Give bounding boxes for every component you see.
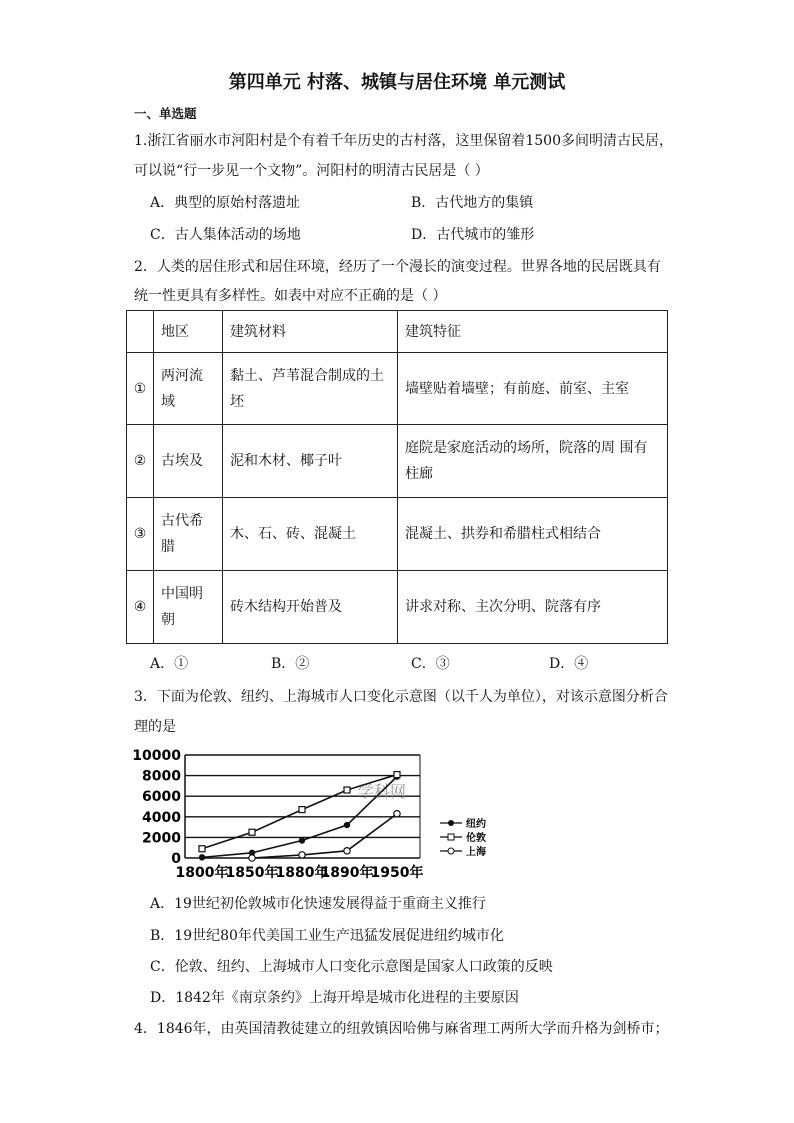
data-point bbox=[394, 772, 400, 778]
series-line-2 bbox=[252, 814, 397, 858]
q2-option-d: D．④ bbox=[549, 656, 589, 672]
data-point bbox=[299, 852, 305, 858]
table-cell: 讲求对称、主次分明、院落有序 bbox=[398, 571, 668, 644]
table-cell: 中国明朝 bbox=[154, 571, 223, 644]
table-cell: 两河流域 bbox=[154, 353, 223, 425]
q2-option-b: B．② bbox=[271, 656, 310, 672]
legend-marker bbox=[448, 834, 454, 840]
q2-stem-line1: 2．人类的居住形式和居住环境，经历了一个漫长的演变过程。世界各地的民居既具有 bbox=[134, 259, 661, 275]
legend-marker bbox=[448, 848, 454, 854]
table-cell: ④ bbox=[127, 571, 154, 644]
page-title: 第四单元 村落、城镇与居住环境 单元测试 bbox=[228, 72, 566, 93]
table-header-cell: 地区 bbox=[154, 311, 223, 353]
x-tick-label: 1800年 bbox=[175, 865, 229, 881]
table-cell: 混凝土、拱券和希腊柱式相结合 bbox=[398, 498, 668, 571]
table-header-row bbox=[127, 311, 668, 353]
legend-label: 上海 bbox=[466, 847, 486, 858]
q2-option-c: C．③ bbox=[411, 656, 450, 672]
q3-option-b: B．19世纪80年代美国工业生产迅猛发展促进纽约城市化 bbox=[150, 928, 504, 944]
table-cell: 古代希腊 bbox=[154, 498, 223, 571]
table-cell: 砖木结构开始普及 bbox=[223, 571, 398, 644]
legend-label: 纽约 bbox=[466, 819, 486, 830]
q1-option-b: B．古代地方的集镇 bbox=[411, 195, 534, 211]
table-cell: 古埃及 bbox=[154, 425, 223, 498]
data-point bbox=[199, 854, 205, 860]
table-header-cell: 建筑特征 bbox=[398, 311, 668, 353]
q2-table bbox=[126, 310, 668, 644]
q2-stem-line2: 统一性更具有多样性。如表中对应不正确的是（ ） bbox=[134, 288, 447, 304]
q2-option-a: A．① bbox=[150, 656, 189, 672]
y-tick-label: 8000 bbox=[142, 768, 181, 785]
data-point bbox=[299, 837, 305, 843]
q4-stem-line1: 4．1846年，由英国清教徒建立的纽敦镇因哈佛与麻省理工两所大学而升格为剑桥市； bbox=[134, 1021, 669, 1037]
q1-stem-line2: 可以说“行一步见一个文物”。河阳村的明清古民居是（ ） bbox=[134, 163, 489, 179]
q1-stem-line1: 1.浙江省丽水市河阳村是个有着千年历史的古村落，这里保留着1500多间明清古民居， bbox=[134, 133, 673, 149]
x-tick-label: 1890年 bbox=[320, 865, 374, 881]
population-line-chart bbox=[132, 745, 520, 885]
data-point bbox=[199, 846, 205, 852]
q1-option-d: D．古代城市的雏形 bbox=[411, 227, 535, 243]
table-header-cell: 建筑材料 bbox=[223, 311, 398, 353]
table-row bbox=[127, 571, 668, 644]
x-tick-label: 1850年 bbox=[225, 865, 279, 881]
table-row bbox=[127, 353, 668, 425]
x-tick-label: 1950年 bbox=[370, 865, 424, 881]
data-point bbox=[299, 807, 305, 813]
watermark: 学科网 bbox=[358, 782, 407, 801]
table-cell: ① bbox=[127, 353, 154, 425]
table-cell: ② bbox=[127, 425, 154, 498]
y-tick-label: 4000 bbox=[142, 809, 181, 826]
x-tick-label: 1880年 bbox=[275, 865, 329, 881]
q1-option-a: A．典型的原始村落遗址 bbox=[150, 195, 301, 211]
q1-option-c: C．古人集体活动的场地 bbox=[150, 227, 301, 243]
table-row bbox=[127, 498, 668, 571]
data-point bbox=[394, 811, 400, 817]
y-tick-label: 2000 bbox=[142, 830, 181, 847]
table-cell: 墙壁贴着墙壁；有前庭、前室、主室 bbox=[398, 353, 668, 425]
table-cell: 泥和木材、椰子叶 bbox=[223, 425, 398, 498]
data-point bbox=[344, 787, 350, 793]
table-header-cell bbox=[127, 311, 154, 353]
legend-label: 伦敦 bbox=[466, 833, 486, 844]
data-point bbox=[344, 848, 350, 854]
data-point bbox=[249, 855, 255, 861]
data-point bbox=[249, 829, 255, 835]
y-tick-label: 6000 bbox=[142, 789, 181, 806]
y-tick-label: 10000 bbox=[132, 748, 181, 764]
q3-stem-line1: 3．下面为伦敦、纽约、上海城市人口变化示意图（以千人为单位），对该示意图分析合 bbox=[134, 689, 668, 705]
legend-marker bbox=[448, 820, 454, 826]
section-heading: 一、单选题 bbox=[134, 106, 197, 121]
table-cell: 黏土、芦苇混合制成的土坯 bbox=[223, 353, 398, 425]
table-cell: 木、石、砖、混凝土 bbox=[223, 498, 398, 571]
q3-stem-line2: 理的是 bbox=[134, 719, 176, 735]
q3-option-d: D．1842年《南京条约》上海开埠是城市化进程的主要原因 bbox=[150, 990, 519, 1006]
table-row bbox=[127, 425, 668, 498]
y-tick-label: 0 bbox=[171, 851, 181, 867]
q3-option-a: A．19世纪初伦敦城市化快速发展得益于重商主义推行 bbox=[150, 896, 486, 912]
table-cell: 庭院是家庭活动的场所，院落的周 围有柱廊 bbox=[398, 425, 668, 498]
table-cell: ③ bbox=[127, 498, 154, 571]
q3-option-c: C．伦敦、纽约、上海城市人口变化示意图是国家人口政策的反映 bbox=[150, 959, 553, 975]
data-point bbox=[344, 822, 350, 828]
